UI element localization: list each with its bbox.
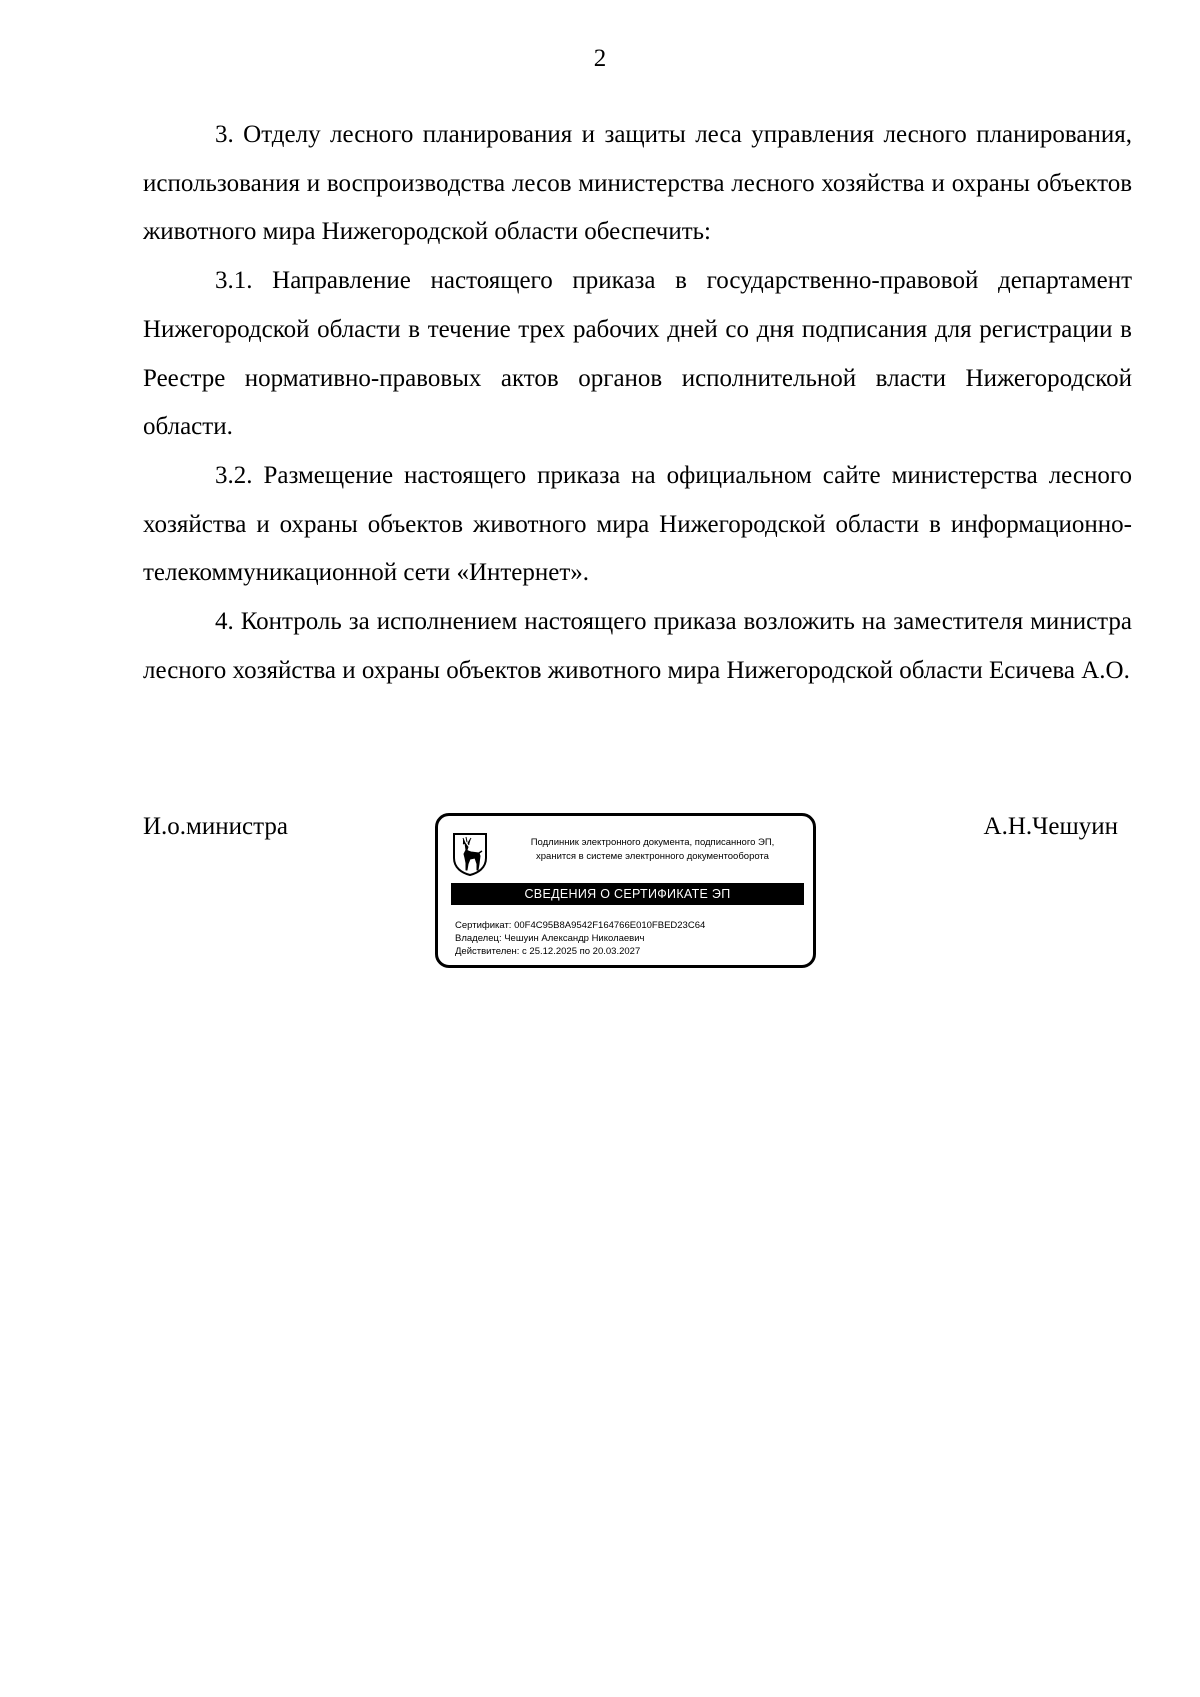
stamp-header-line-2: хранится в системе электронного документооборота	[536, 851, 769, 862]
signatory-name: А.Н.Чешуин	[983, 813, 1118, 840]
page-number: 2	[593, 45, 607, 72]
paragraph-4: 4. Контроль за исполнением настоящего приказа возложить на заместителя министра лесного хозяйства и охраны объектов животного мира Нижегородской области Есичева А.О.	[143, 608, 1132, 684]
paragraph-3: 3. Отделу лесного планирования и защиты леса управления лесного планирования, использования и воспроизводства лесов министерства лесного хозяйства и охраны объектов животного мира Нижегородской области обеспечить:	[143, 121, 1132, 246]
paragraph-3-1: 3.1. Направление настоящего приказа в государственно-правовой департамент Нижегородской области в течение трех рабочих дней со дня подписания для регистрации в Реестре нормативно-правовых актов органов исполнительной власти Нижегородской области.	[143, 267, 1132, 441]
document-body	[143, 111, 1132, 695]
certificate-details	[455, 919, 805, 958]
stamp-header-line-1: Подлинник электронного документа, подписанного ЭП,	[530, 837, 775, 848]
certificate-validity: Действителен: с 25.12.2025 по 20.03.2027	[455, 946, 641, 957]
stamp-header	[500, 836, 805, 864]
certificate-owner: Владелец: Чешуин Александр Николаевич	[455, 933, 645, 944]
paragraph-3-2: 3.2. Размещение настоящего приказа на официальном сайте министерства лесного хозяйства и охраны объектов животного мира Нижегородской области в информационно-телекоммуникационной сети «Интернет».	[143, 461, 1132, 587]
electronic-signature-stamp	[435, 813, 816, 968]
certificate-info-bar: СВЕДЕНИЯ О СЕРТИФИКАТЕ ЭП	[451, 883, 804, 905]
signatory-title: И.о.министра	[143, 813, 288, 840]
nizhny-novgorod-deer-emblem-icon	[452, 832, 488, 876]
certificate-number: Сертификат: 00F4C95B8A9542F164766E010FBED23C64	[455, 920, 706, 931]
